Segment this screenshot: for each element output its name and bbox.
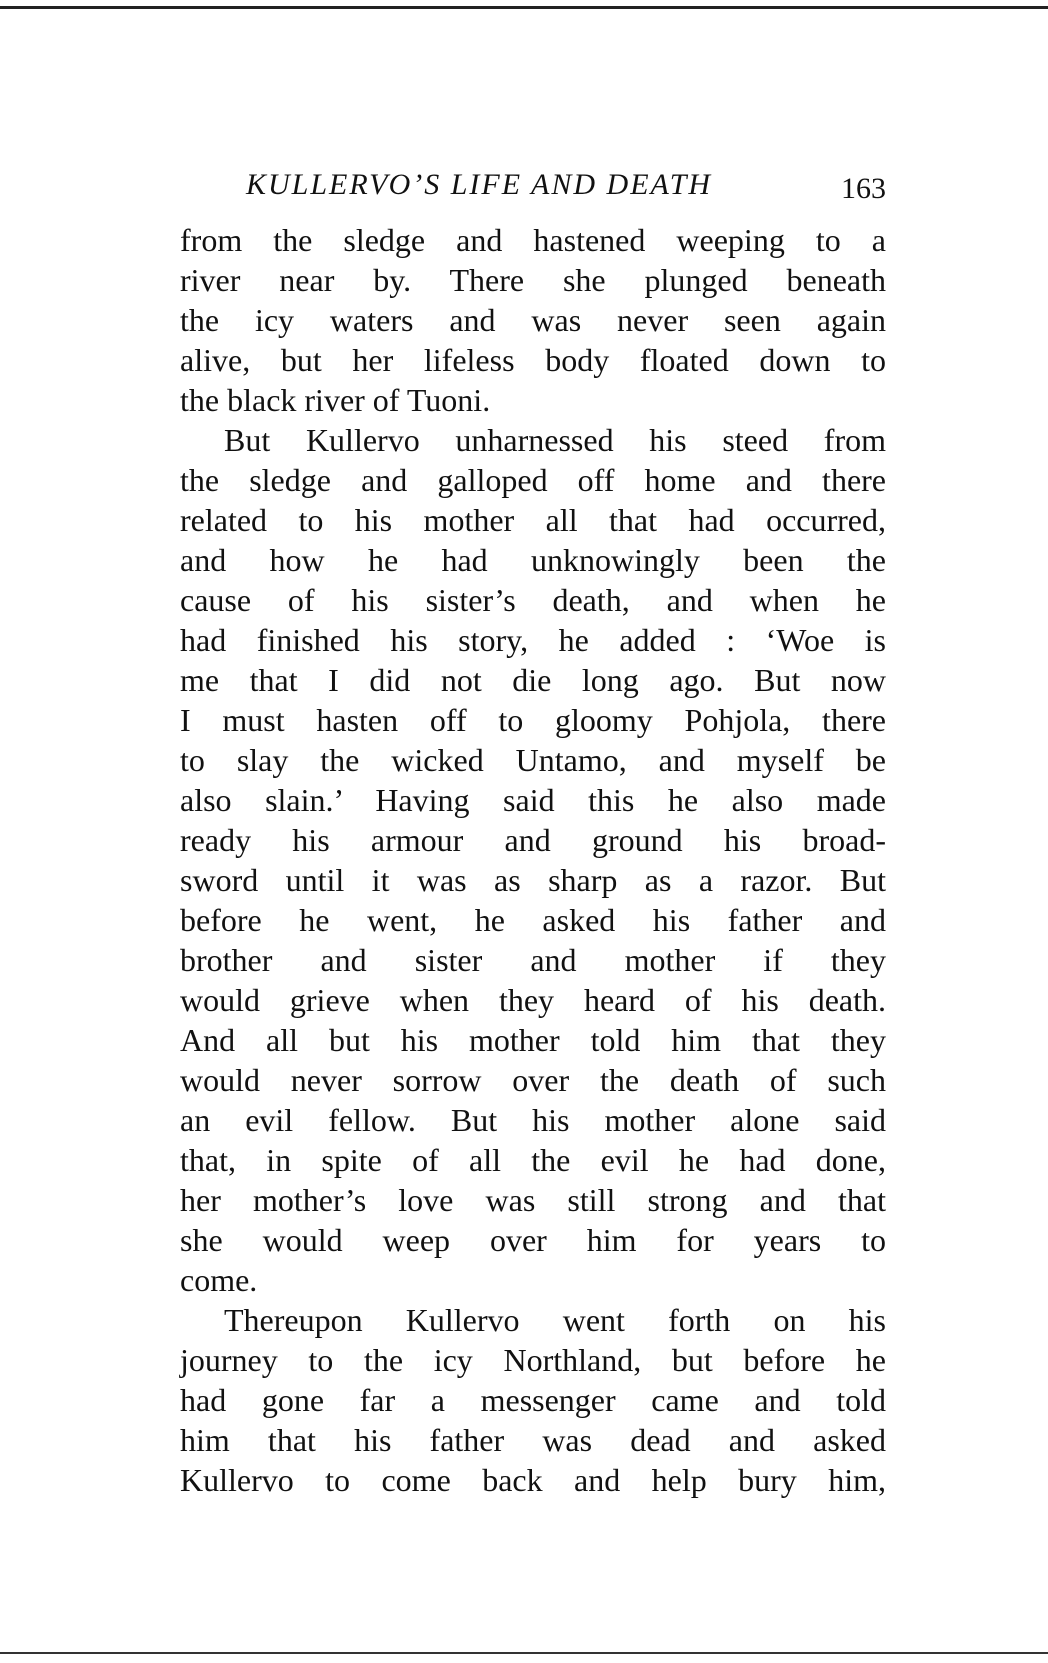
text-line: him that his father was dead and asked bbox=[180, 1422, 886, 1458]
text-line: also slain.’ Having said this he also made bbox=[180, 782, 886, 818]
running-title: KULLERVO’S LIFE AND DEATH bbox=[246, 168, 713, 201]
text-line: from the sledge and hastened weeping to a bbox=[180, 222, 886, 258]
text-line: to slay the wicked Untamo, and myself be bbox=[180, 742, 886, 778]
text-line: Thereupon Kullervo went forth on his bbox=[224, 1302, 886, 1338]
text-line: ready his armour and ground his broad- bbox=[180, 822, 886, 858]
text-line: she would weep over him for years to bbox=[180, 1222, 886, 1258]
text-line: that, in spite of all the evil he had done, bbox=[180, 1142, 886, 1178]
text-line: would never sorrow over the death of such bbox=[180, 1062, 886, 1098]
text-line: river near by. There she plunged beneath bbox=[180, 262, 886, 298]
book-page bbox=[180, 160, 886, 1500]
text-line: Kullervo to come back and help bury him, bbox=[180, 1462, 886, 1498]
text-line: cause of his sister’s death, and when he bbox=[180, 582, 886, 618]
text-line: And all but his mother told him that they bbox=[180, 1022, 886, 1058]
text-line: related to his mother all that had occurred, bbox=[180, 502, 886, 538]
text-line: brother and sister and mother if they bbox=[180, 942, 886, 978]
text-line: an evil fellow. But his mother alone said bbox=[180, 1102, 886, 1138]
text-line: me that I did not die long ago. But now bbox=[180, 662, 886, 698]
text-line: alive, but her lifeless body floated down to bbox=[180, 342, 886, 378]
text-line: had gone far a messenger came and told bbox=[180, 1382, 886, 1418]
text-line: the sledge and galloped off home and there bbox=[180, 462, 886, 498]
text-line: had finished his story, he added : ‘Woe is bbox=[180, 622, 886, 658]
text-line: sword until it was as sharp as a razor. But bbox=[180, 862, 886, 898]
text-line: the black river of Tuoni. bbox=[180, 382, 491, 418]
page-number: 163 bbox=[841, 172, 886, 205]
text-line: before he went, he asked his father and bbox=[180, 902, 886, 938]
running-head bbox=[180, 160, 886, 220]
text-line: But Kullervo unharnessed his steed from bbox=[224, 422, 886, 458]
bottom-rule bbox=[0, 1652, 1048, 1654]
text-line: and how he had unknowingly been the bbox=[180, 542, 886, 578]
text-line: come. bbox=[180, 1262, 258, 1298]
body-text bbox=[180, 220, 886, 1500]
text-line: would grieve when they heard of his death. bbox=[180, 982, 886, 1018]
text-line: I must hasten off to gloomy Pohjola, there bbox=[180, 702, 886, 738]
top-rule bbox=[0, 6, 1048, 9]
text-line: journey to the icy Northland, but before he bbox=[180, 1342, 886, 1378]
text-line: the icy waters and was never seen again bbox=[180, 302, 886, 338]
text-line: her mother’s love was still strong and that bbox=[180, 1182, 886, 1218]
